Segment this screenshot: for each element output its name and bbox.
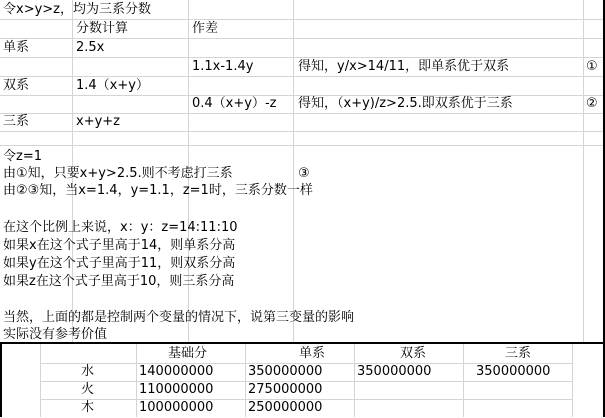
cell-marker-2[interactable]: ② [586, 96, 598, 111]
grid-line [583, 0, 584, 343]
grid-line [293, 0, 294, 343]
table-cell[interactable]: 140000000 [139, 364, 214, 379]
table-row-label[interactable]: 水 [81, 364, 95, 379]
cell-header-score-calc[interactable]: 分数计算 [76, 21, 129, 36]
table-cell[interactable]: 100000000 [139, 400, 214, 415]
cell-note[interactable]: 如果z在这个式子里高于10，则三系分高 [3, 274, 235, 289]
cell-marker-1[interactable]: ① [586, 59, 598, 74]
cell-label-triple[interactable]: 三系 [3, 114, 30, 129]
cell-note[interactable]: 令z=1 [3, 149, 42, 164]
cell-note[interactable]: 实际没有参考价值 [3, 327, 108, 342]
cell-formula-triple[interactable]: x+y+z [76, 114, 120, 129]
cell-diff-1[interactable]: 1.1x-1.4y [192, 59, 254, 74]
table-row-label[interactable]: 火 [81, 382, 95, 397]
cell-note[interactable]: 如果x在这个式子里高于14，则单系分高 [3, 238, 236, 253]
cell-note[interactable]: 在这个比例上来说，x：y：z=14:11:10 [3, 220, 238, 235]
table-cell[interactable]: 350000000 [357, 364, 432, 379]
cell-conclusion-1[interactable]: 得知，y/x>14/11，即单系优于双系 [298, 59, 510, 74]
cell-label-single[interactable]: 单系 [3, 40, 30, 55]
cell-conclusion-2[interactable]: 得知，（x+y)/z>2.5.即双系优于三系 [298, 96, 513, 111]
table-cell[interactable]: 110000000 [139, 382, 214, 397]
cell-formula-double[interactable]: 1.4（x+y） [76, 78, 149, 93]
cell-note[interactable]: 令x>y>z，均为三系分数 [3, 2, 151, 17]
table-cell[interactable]: 350000000 [248, 364, 323, 379]
cell-note[interactable]: 由①知，只要x+y>2.5.则不考虑打三系 [3, 166, 233, 181]
table-row-label[interactable]: 木 [81, 400, 95, 415]
table-cell[interactable]: 275000000 [248, 382, 323, 397]
table-cell[interactable]: 250000000 [248, 400, 323, 415]
cell-marker-3[interactable]: ③ [298, 166, 310, 181]
cell-label-double[interactable]: 双系 [3, 78, 30, 93]
table-header-double[interactable]: 双系 [400, 346, 427, 361]
cell-note[interactable]: 当然，上面的都是控制两个变量的情况下，说第三变量的影响 [3, 310, 355, 325]
cell-formula-single[interactable]: 2.5x [76, 40, 105, 55]
cell-note[interactable]: 如果y在这个式子里高于11，则双系分高 [3, 256, 236, 271]
table-header-triple[interactable]: 三系 [505, 346, 532, 361]
cell-note[interactable]: 由②③知，当x=1.4，y=1.1，z=1时，三系分数一样 [3, 183, 313, 198]
sheet-border [0, 343, 2, 417]
cell-header-difference[interactable]: 作差 [192, 21, 219, 36]
table-header-base[interactable]: 基础分 [168, 346, 208, 361]
table-cell[interactable]: 350000000 [476, 364, 551, 379]
grid-line [0, 145, 603, 146]
cell-diff-2[interactable]: 0.4（x+y）-z [192, 96, 277, 111]
table-header-single[interactable]: 单系 [299, 346, 326, 361]
